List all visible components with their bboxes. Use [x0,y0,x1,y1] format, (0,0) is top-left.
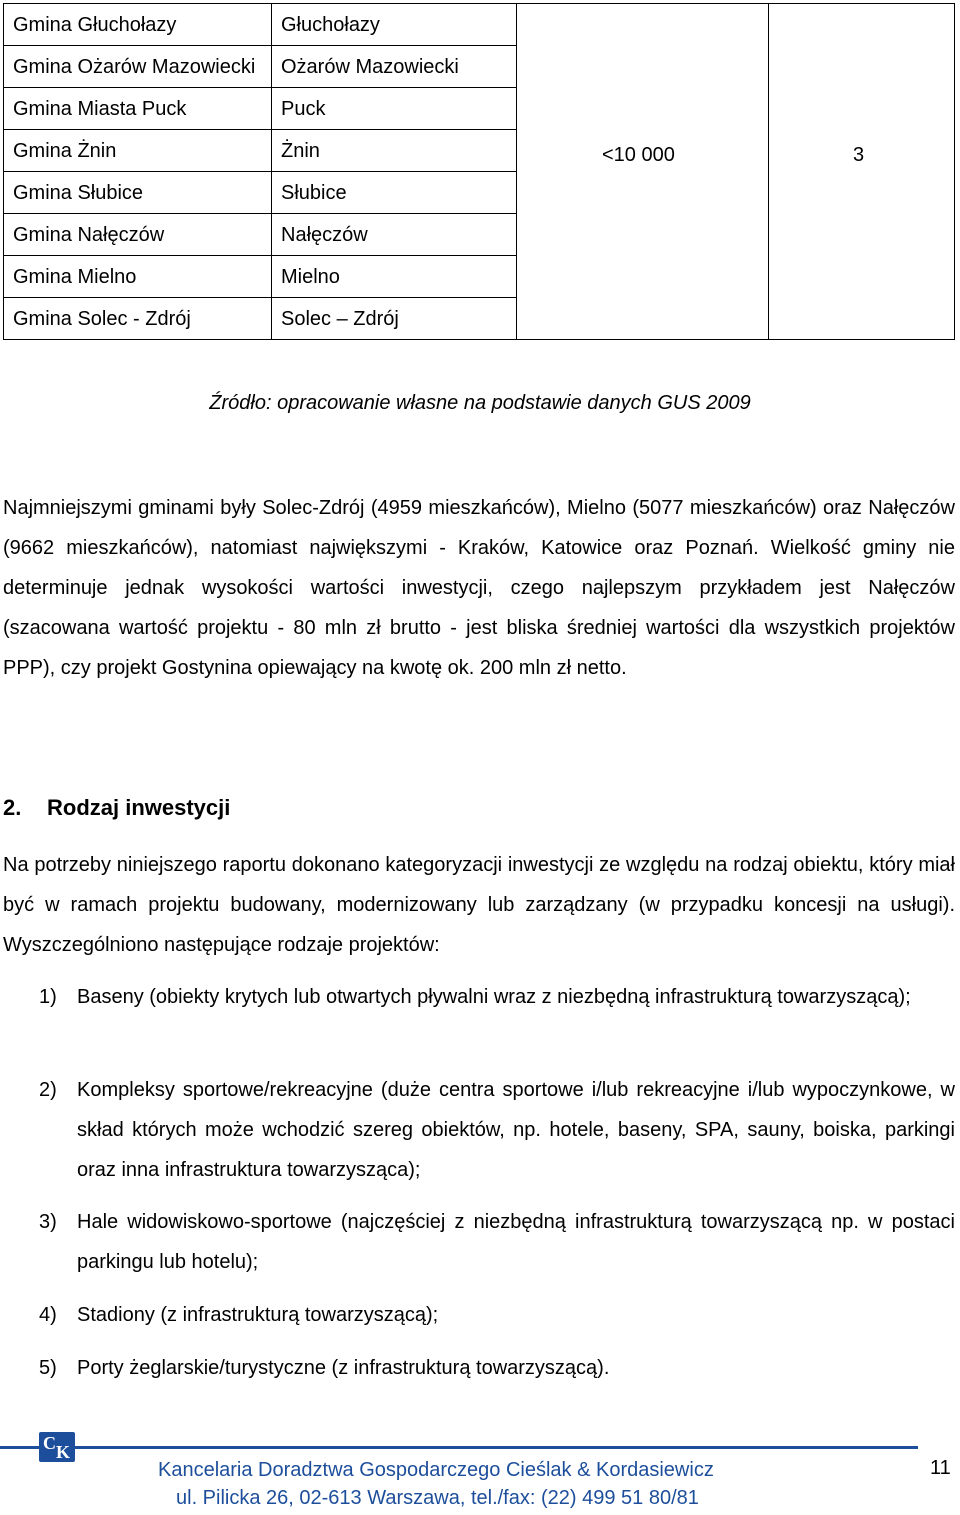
list-item-number: 4) [39,1304,57,1326]
footer-address: ul. Pilicka 26, 02-613 Warszawa, tel./fax: (22) 499 51 80/81 [176,1487,699,1509]
list-item-text: Kompleksy sportowe/rekreacyjne (duże centra sportowe i/lub rekreacyjne i/lub wypoczynkowe, w skład których może wchodzić szereg obiektów, np. hotele, baseny, SPA, sauny, boiska, parkingi oraz inna infrastruktura towarzysząca); [77,1079,955,1181]
table-cell-miasto: Żnin [272,130,517,172]
list-item-text: Hale widowiskowo-sportowe (najczęściej z niezbędną infrastrukturą towarzyszącą np. w postaci parkingu lub hotelu); [77,1211,955,1273]
list-item-text: Porty żeglarskie/turystyczne (z infrastrukturą towarzyszącą). [77,1357,610,1379]
list-item-number: 2) [39,1079,57,1101]
page-number: 11 [930,1457,951,1479]
table-cell-miasto: Mielno [272,256,517,298]
paragraph-municipalities: Najmniejszymi gminami były Solec-Zdrój (4959 mieszkańców), Mielno (5077 mieszkańców) oraz Nałęczów (9662 mieszkańców), natomiast największymi - Kraków, Katowice oraz Poznań. Wielkość gminy nie determinuje jednak wysokości wartości inwestycji, czego najlepszym przykładem jest Nałęczów (szacowana wartość projektu - 80 mln zł brutto - jest bliska średniej wartości dla wszystkich projektów PPP), czy projekt Gostynina opiewający na kwotę ok. 200 mln zł netto. [3,497,955,679]
list-item-number: 3) [39,1211,57,1233]
table-cell-miasto: Nałęczów [272,214,517,256]
count-value: 3 [853,144,865,166]
section-number: 2. [3,795,22,820]
table-cell-gmina: Gmina Solec - Zdrój [4,298,272,340]
table-cell-miasto: Głuchołazy [272,4,517,46]
table-cell-miasto: Słubice [272,172,517,214]
table-cell-size-class [517,4,769,340]
list-item-text: Baseny (obiekty krytych lub otwartych pływalni wraz z niezbędną infrastrukturą towarzyszącą); [77,986,911,1008]
company-logo-icon: C K [39,1432,75,1462]
table-cell-miasto: Puck [272,88,517,130]
list-item [39,1348,955,1388]
list-item [39,1295,955,1335]
table-source-note: Źródło: opracowanie własne na podstawie danych GUS 2009 [209,392,751,414]
table-cell-gmina: Gmina Słubice [4,172,272,214]
table-cell-gmina: Gmina Głuchołazy [4,4,272,46]
table-cell-count [769,4,955,340]
list-item-number: 5) [39,1357,57,1379]
table-cell-gmina: Gmina Miasta Puck [4,88,272,130]
table-row [4,4,955,46]
table-cell-miasto: Solec – Zdrój [272,298,517,340]
list-item-text: Stadiony (z infrastrukturą towarzyszącą); [77,1304,439,1326]
section-title: Rodzaj inwestycji [47,795,231,820]
list-item [39,1070,955,1190]
list-item [39,1202,955,1282]
section-heading [3,788,230,828]
list-item [39,977,955,1017]
footer-divider [0,1446,918,1449]
footer-company: Kancelaria Doradztwa Gospodarczego Cieślak & Kordasiewicz [158,1459,714,1481]
table-cell-gmina: Gmina Ożarów Mazowiecki [4,46,272,88]
table-cell-miasto: Ożarów Mazowiecki [272,46,517,88]
size-class-value: <10 000 [602,144,675,166]
municipalities-table [3,3,955,340]
table-cell-gmina: Gmina Żnin [4,130,272,172]
paragraph-categories: Na potrzeby niniejszego raportu dokonano kategoryzacji inwestycji ze względu na rodzaj obiektu, który miał być w ramach projektu budowany, modernizowany lub zarządzany (w przypadku koncesji na usługi). Wyszczególniono następujące rodzaje projektów: [3,854,955,956]
list-item-number: 1) [39,986,57,1008]
table-cell-gmina: Gmina Nałęczów [4,214,272,256]
table-cell-gmina: Gmina Mielno [4,256,272,298]
